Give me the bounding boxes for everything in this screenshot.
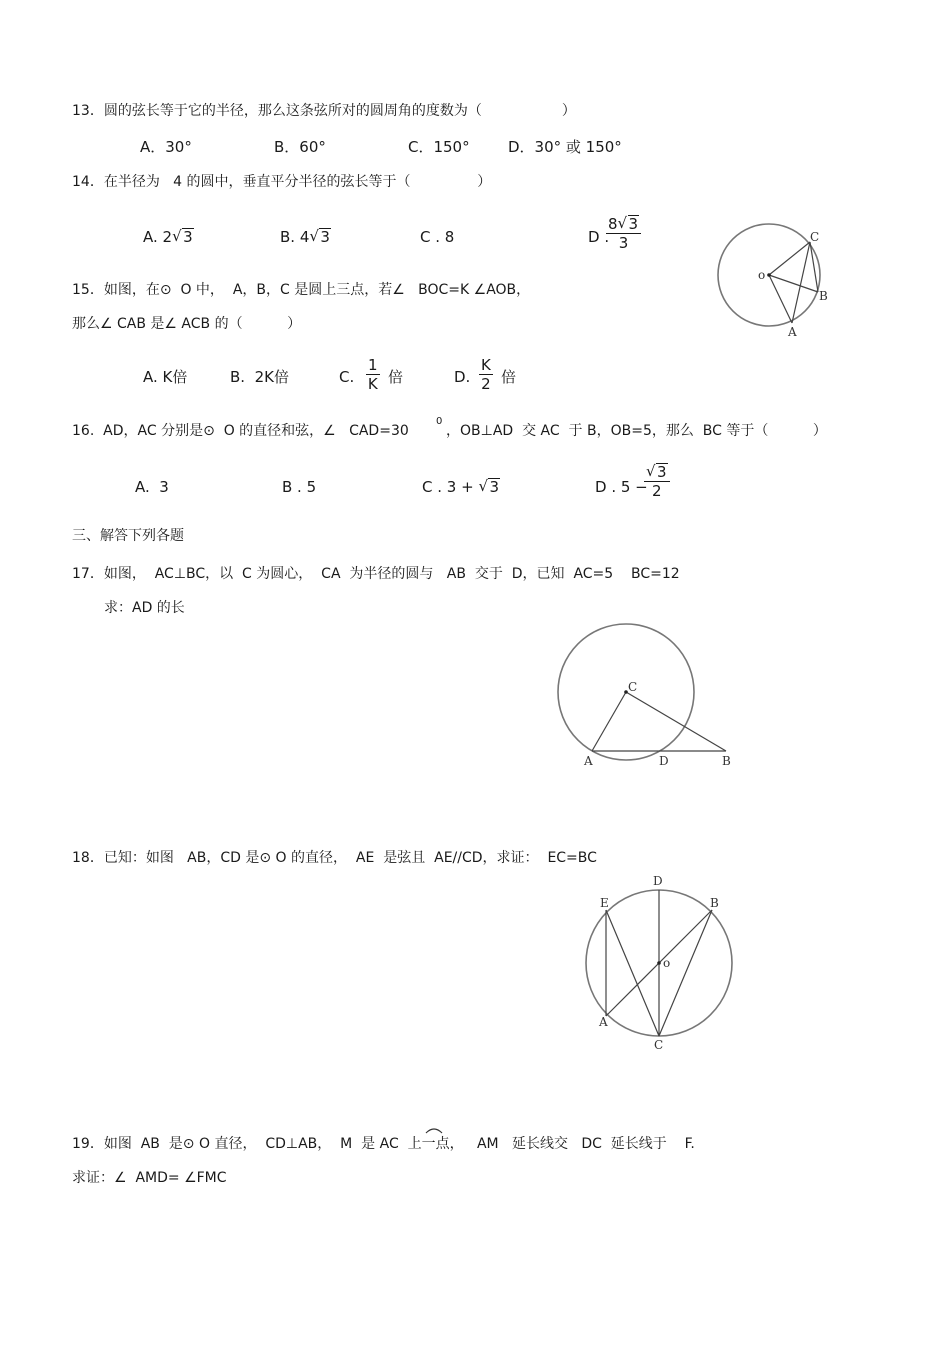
q15-option-a: A. K倍 bbox=[143, 368, 188, 386]
q14-option-a: A. 2√ 3 bbox=[143, 226, 194, 248]
q17-stem: 17．如图， AC⊥BC，以 C 为圆心， CA 为半径的圆与 AB 交于 D，已知 AC=5 BC=12 bbox=[72, 566, 680, 582]
q19-proof: 求证：∠ AMD= ∠FMC bbox=[72, 1170, 227, 1186]
q17-label-c: C bbox=[628, 680, 638, 694]
q17-label-a: A bbox=[584, 754, 593, 768]
q17-ask: 求：AD 的长 bbox=[104, 600, 185, 616]
q16-degree-superscript: 0 bbox=[436, 416, 443, 427]
q14-option-d-fraction: $\frac{8√ 3}{3}$ bbox=[606, 215, 641, 252]
q18-figure bbox=[578, 870, 748, 1055]
q15-center-point bbox=[767, 273, 771, 277]
q17-label-b: B bbox=[722, 754, 731, 768]
q13-option-c: C．150° bbox=[408, 138, 470, 156]
q15-option-c-fraction: $\frac{1}{K}$ bbox=[367, 356, 378, 393]
q18-segment-ec bbox=[606, 910, 659, 1036]
q17-label-d: D bbox=[659, 754, 669, 768]
q13-stem: 13．圆的弦长等于它的半径，那么这条弦所对的圆周角的度数为（ ） bbox=[72, 103, 576, 119]
q15-option-d-label: D. bbox=[454, 368, 471, 386]
q18-label-o: o bbox=[663, 956, 671, 970]
q18-segment-bc bbox=[659, 910, 712, 1036]
q15-label-b: B bbox=[819, 289, 828, 303]
q13-option-b: B．60° bbox=[274, 138, 326, 156]
section3-title: 三、解答下列各题 bbox=[72, 528, 184, 544]
q19-arc-symbol bbox=[424, 1126, 444, 1134]
q18-label-a: A bbox=[599, 1015, 608, 1029]
q18-label-e: E bbox=[600, 896, 609, 910]
q15-option-d-fraction: $\frac{K}{2}$ bbox=[481, 356, 491, 393]
q13-option-d: D．30° 或 150° bbox=[508, 138, 622, 156]
q16-option-d-fraction: √ $\frac{3}{2}$ bbox=[644, 463, 670, 500]
q18-center-point bbox=[657, 961, 661, 965]
q15-stem-line1: 15．如图，在⊙ O 中， A，B，C 是圆上三点，若∠ BOC=K ∠AOB， bbox=[72, 282, 531, 298]
q15-option-c-suffix: 倍 bbox=[388, 368, 404, 386]
q16-stem-part1: 16. AD，AC 分别是⊙ O 的直径和弦，∠ CAD=30 bbox=[72, 423, 409, 439]
q18-label-b: B bbox=[710, 896, 719, 910]
q14-option-c: C . 8 bbox=[420, 228, 455, 246]
q15-label-o: o bbox=[758, 268, 766, 282]
q18-stem: 18．已知：如图 AB，CD 是⊙ O 的直径， AE 是弦且 AE//CD，求证： EC=BC bbox=[72, 850, 597, 866]
q19-stem: 19．如图 AB 是⊙ O 直径， CD⊥AB， M 是 AC 上一点， AM 延长线交 DC 延长线于 F. bbox=[72, 1136, 695, 1152]
q14-option-d-label: D . bbox=[588, 228, 610, 246]
q15-option-c-label: C. bbox=[339, 368, 355, 386]
q16-stem-part2: ，OB⊥AD 交 AC 于 B，OB=5，那么 BC 等于（ ） bbox=[446, 423, 827, 439]
q15-option-d-suffix: 倍 bbox=[501, 368, 517, 386]
q16-option-b: B . 5 bbox=[282, 478, 317, 496]
q14-option-b: B. 4√ 3 bbox=[280, 226, 331, 248]
q15-label-a: A bbox=[788, 325, 797, 339]
q15-option-b: B. 2K倍 bbox=[230, 368, 289, 386]
q17-segment-ca bbox=[592, 692, 626, 751]
q15-stem-line2: 那么∠ CAB 是∠ ACB 的（ ） bbox=[72, 316, 302, 332]
q16-option-d-label: D . 5 − bbox=[595, 478, 648, 496]
q15-label-c: C bbox=[810, 230, 820, 244]
q17-figure bbox=[552, 622, 752, 772]
q18-label-d: D bbox=[653, 874, 663, 888]
q17-segment-cb bbox=[626, 692, 726, 751]
q18-label-c: C bbox=[654, 1038, 664, 1052]
q13-option-a: A．30° bbox=[140, 138, 192, 156]
q15-figure bbox=[712, 222, 832, 342]
q16-option-c: C . 3 + √ 3 bbox=[422, 476, 500, 498]
q16-option-a: A. 3 bbox=[135, 478, 169, 496]
q14-stem: 14．在半径为 4 的圆中，垂直平分半径的弦长等于（ ） bbox=[72, 174, 492, 190]
